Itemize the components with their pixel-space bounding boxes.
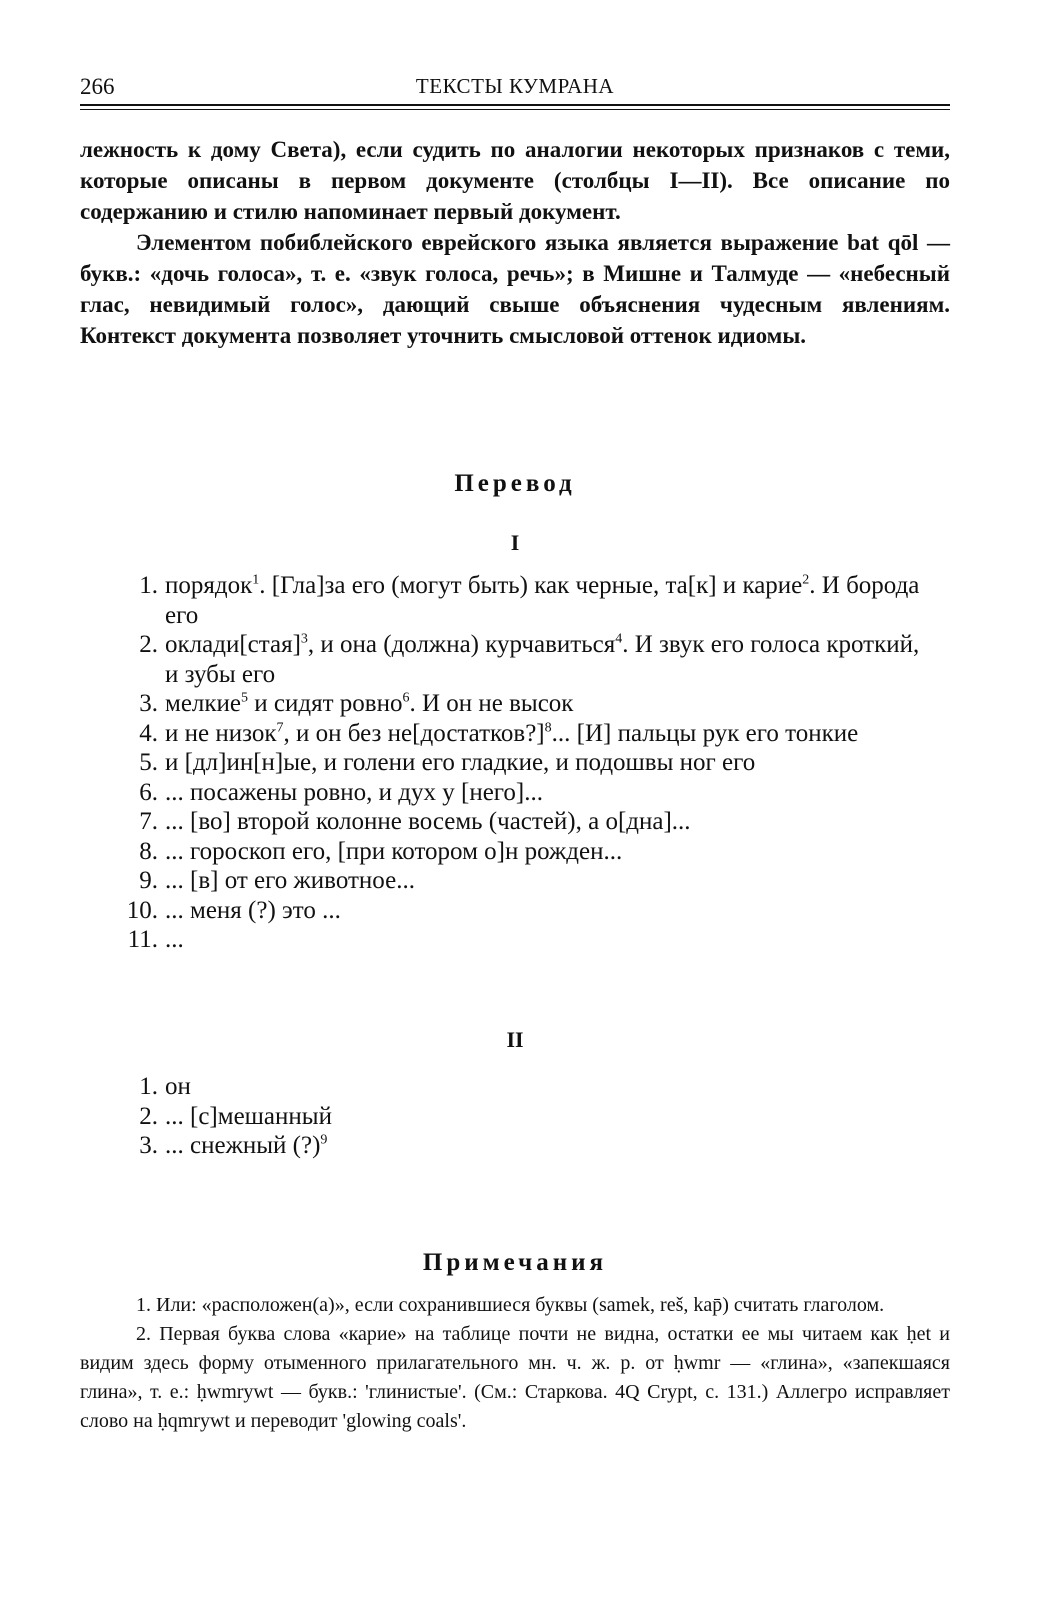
footnote-ref: 5 <box>241 690 249 706</box>
line-number: 3. <box>139 1132 158 1159</box>
line-text: . [Гла]за его (могут быть) как черные, та[к] и карие <box>259 572 803 599</box>
section-title-translation: Перевод <box>454 470 576 497</box>
line-text: ... снежный (?) <box>165 1132 321 1159</box>
page-header <box>80 74 950 104</box>
translation-line <box>120 748 920 778</box>
line-number: 2. <box>139 631 158 658</box>
translation-line <box>120 837 920 867</box>
footnote-ref: 6 <box>402 690 410 706</box>
line-text: , и она (должна) курчавиться <box>307 631 616 658</box>
footnote-ref: 4 <box>615 631 623 647</box>
line-number: 8. <box>139 837 158 865</box>
line-text: оклади[стая] <box>165 631 301 658</box>
line-number: 6. <box>139 778 158 806</box>
line-text: . И борода его <box>165 572 920 629</box>
page-number: 266 <box>80 74 115 99</box>
translation-line <box>120 807 920 837</box>
line-number: 7. <box>139 808 158 835</box>
part-label-1: I <box>510 530 520 555</box>
running-title: ТЕКСТЫ КУМРАНА <box>415 74 615 98</box>
line-number: 9. <box>139 867 158 894</box>
line-text: . И он не высок <box>409 690 574 717</box>
note-item: 1. Или: «расположен(а)», если сохранившиеся буквы (samek, reš, kap̄) считать глаголом. <box>136 1294 885 1316</box>
translation-line <box>120 719 920 749</box>
line-number: 11. <box>127 926 158 953</box>
translation-line <box>120 896 920 926</box>
translation-line <box>120 689 920 719</box>
notes <box>80 1291 950 1436</box>
line-number: 3. <box>139 690 158 717</box>
line-text: . И звук его голоса кроткий, и зубы его <box>165 631 920 688</box>
line-number: 2. <box>139 1102 158 1130</box>
line-text: и [дл]ин[н]ые, и голени его гладкие, и подошвы ног его <box>165 749 756 776</box>
section-title-notes: Примечания <box>422 1249 608 1276</box>
line-text: ... [И] пальцы рук его тонкие <box>551 719 859 747</box>
line-text: и не низок <box>165 719 277 747</box>
line-text: порядок <box>165 572 253 599</box>
translation-lines-part-2 <box>120 1072 920 1161</box>
line-text: ... [с]мешанный <box>165 1102 332 1130</box>
line-text: ... меня (?) это ... <box>165 896 341 924</box>
translation-line <box>120 630 920 689</box>
line-text: ... гороскоп его, [при котором о]н рожден... <box>165 837 623 865</box>
line-number: 10. <box>126 896 158 924</box>
line-text: , и он без не[достатков?] <box>283 719 545 747</box>
footnote-ref: 8 <box>544 720 552 736</box>
translation-line <box>120 1102 920 1132</box>
header-rule-thin <box>80 109 950 110</box>
line-text: ... <box>165 926 184 953</box>
line-number: 5. <box>139 749 158 776</box>
line-text: он <box>165 1073 191 1100</box>
footnote-ref: 2 <box>802 572 810 588</box>
note-item: 2. Первая буква слова «карие» на таблице почти не видна, остатки ее мы читаем как ḥet и видим здесь форму отыменного прилагательного мн. ч. ж. р. от ḥwmr — «глина», «запекшаяся глина», т. е.: ḥwmrywt — букв.: 'глинистые'. (См.: Старкова. 4Q Crypt, с. 131.) Аллегро исправляет слово на ḥqmrywt и переводит 'glowing coals'. <box>80 1323 950 1432</box>
footnote-ref: 9 <box>320 1132 328 1148</box>
line-number: 1. <box>139 1073 158 1100</box>
header-rule <box>80 104 950 106</box>
translation-line <box>120 778 920 808</box>
paragraph-2: Элементом побиблейского еврейского языка является выражение bat qōl — букв.: «дочь голоса», т. е. «звук голоса, речь»; в Мишне и Талмуде — «небесный глас, невидимый голос», дающий свыше объяснения чудесным явлениям. Контекст документа позволяет уточнить смысловой оттенок идиомы. <box>80 230 950 348</box>
line-text: мелкие <box>165 690 242 717</box>
line-text: ... [во] второй колонне восемь (частей), а о[дна]... <box>165 808 691 835</box>
translation-line <box>120 1131 920 1161</box>
translation-line <box>120 866 920 896</box>
line-number: 4. <box>139 719 158 747</box>
translation-line <box>120 925 920 955</box>
paragraph-1: лежность к дому Света), если судить по аналогии некоторых признаков с теми, которые описаны в первом документе (столбцы I—II). Все описание по содержанию и стилю напоминает первый документ. <box>80 137 950 224</box>
line-number: 1. <box>139 572 158 599</box>
line-text: ... [в] от его животное... <box>165 867 415 894</box>
part-label-2: II <box>506 1027 524 1052</box>
translation-line <box>120 571 920 630</box>
footnote-ref: 3 <box>300 631 308 647</box>
footnote-ref: 1 <box>252 572 260 588</box>
translation-lines-part-1 <box>120 571 920 955</box>
line-text: и сидят ровно <box>248 690 403 717</box>
line-text: ... посажены ровно, и дух у [него]... <box>165 778 544 806</box>
translation-line <box>120 1072 920 1102</box>
footnote-ref: 7 <box>276 720 284 736</box>
body-text <box>80 134 950 351</box>
